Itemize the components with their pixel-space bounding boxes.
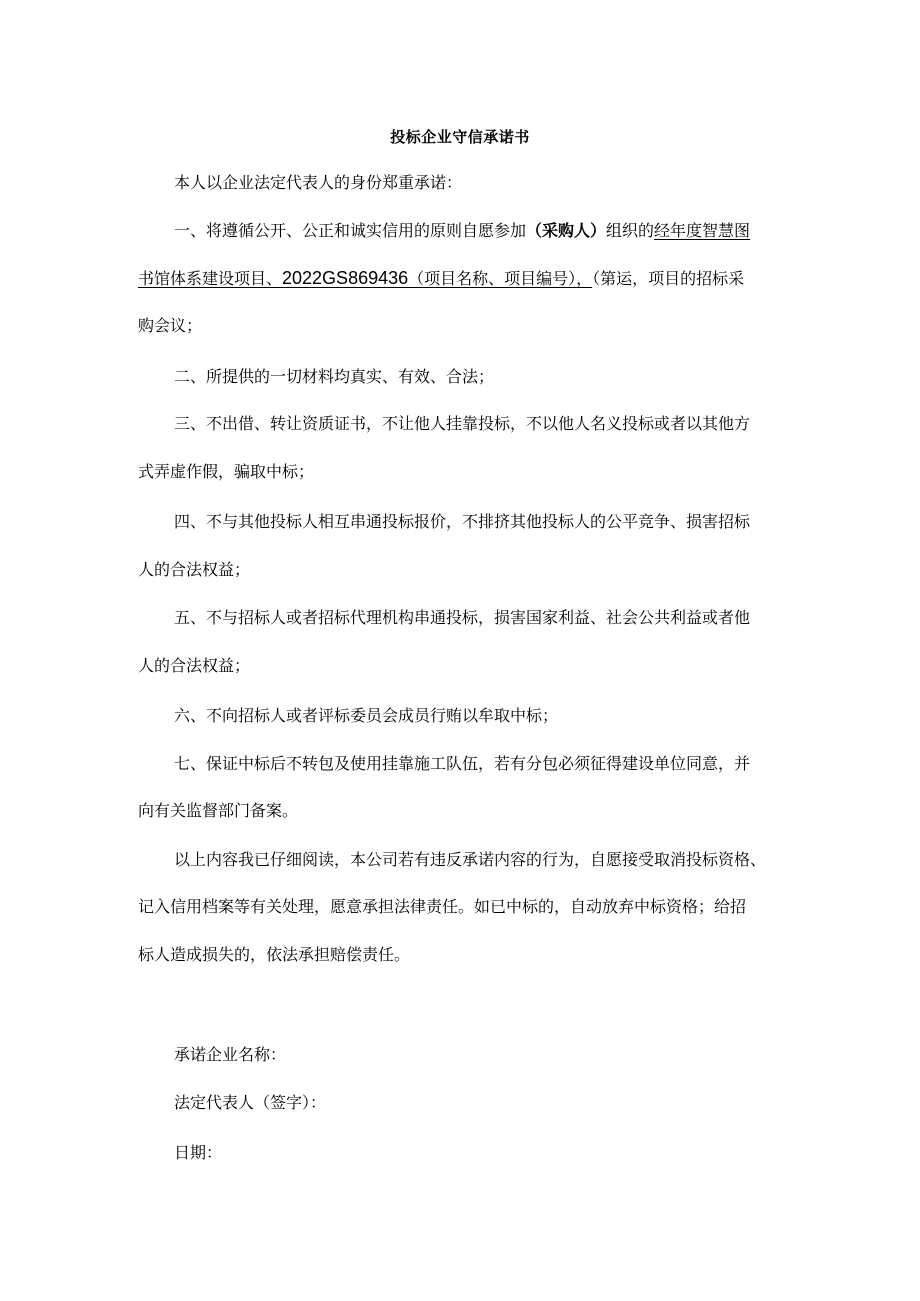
item1-mid: 组织的 [606, 221, 655, 240]
closing-line1: 以上内容我已仔细阅读，本公司若有违反承诺内容的行为，自愿接受取消投标资格、 [174, 850, 767, 869]
item7-line1: 七、保证中标后不转包及使用挂靠施工队伍，若有分包必须征得建设单位同意，并 [174, 754, 751, 773]
item1-suffix: （第运，项目的招标采 [592, 269, 745, 288]
item3-line1: 三、不出借、转让资质证书，不让他人挂靠投标，不以他人名义投标或者以其他方 [174, 414, 751, 433]
item4-line1: 四、不与其他投标人相互串通投标报价，不排挤其他投标人的公平竞争、损害招标 [174, 512, 751, 531]
item7-line2: 向有关监督部门备案。 [138, 801, 299, 820]
intro-text: 本人以企业法定代表人的身份郑重承诺： [174, 173, 463, 192]
item1-prefix: 一、将遵循公开、公正和诚实信用的原则自愿参加 [174, 221, 527, 240]
item5-line1: 五、不与招标人或者招标代理机构串通投标，损害国家利益、社会公共利益或者他 [174, 608, 751, 627]
item1-line3: 购会议； [138, 316, 203, 335]
item1-line1 [174, 219, 750, 243]
company-name-label: 承诺企业名称： [174, 1045, 287, 1064]
project-separator: ， [576, 269, 593, 288]
date-label: 日期： [174, 1143, 223, 1162]
legal-rep-signature-label: 法定代表人（签字）： [174, 1093, 327, 1112]
item4-line2: 人的合法权益； [138, 560, 251, 579]
item3-line2: 式弄虚作假，骗取中标； [138, 462, 315, 481]
document-title: 投标企业守信承诺书 [390, 128, 530, 146]
project-name-start: 经年度智慧图 [654, 221, 751, 240]
closing-line3: 标人造成损失的，依法承担赔偿责任。 [138, 945, 411, 964]
project-code: 2022GS869436 [282, 268, 409, 288]
item6-text: 六、不向招标人或者评标委员会成员行贿以牟取中标； [174, 706, 559, 725]
item1-line2 [138, 266, 744, 291]
item5-line2: 人的合法权益； [138, 656, 251, 675]
item2-text: 二、所提供的一切材料均真实、有效、合法； [174, 367, 495, 386]
buyer-label: （采购人） [526, 221, 607, 240]
closing-line2: 记入信用档案等有关处理，愿意承担法律责任。如已中标的，自动放弃中标资格；给招 [138, 897, 747, 916]
project-hint: （项目名称、项目编号） [408, 269, 577, 288]
project-name-end: 书馆体系建设项目、 [138, 269, 283, 288]
